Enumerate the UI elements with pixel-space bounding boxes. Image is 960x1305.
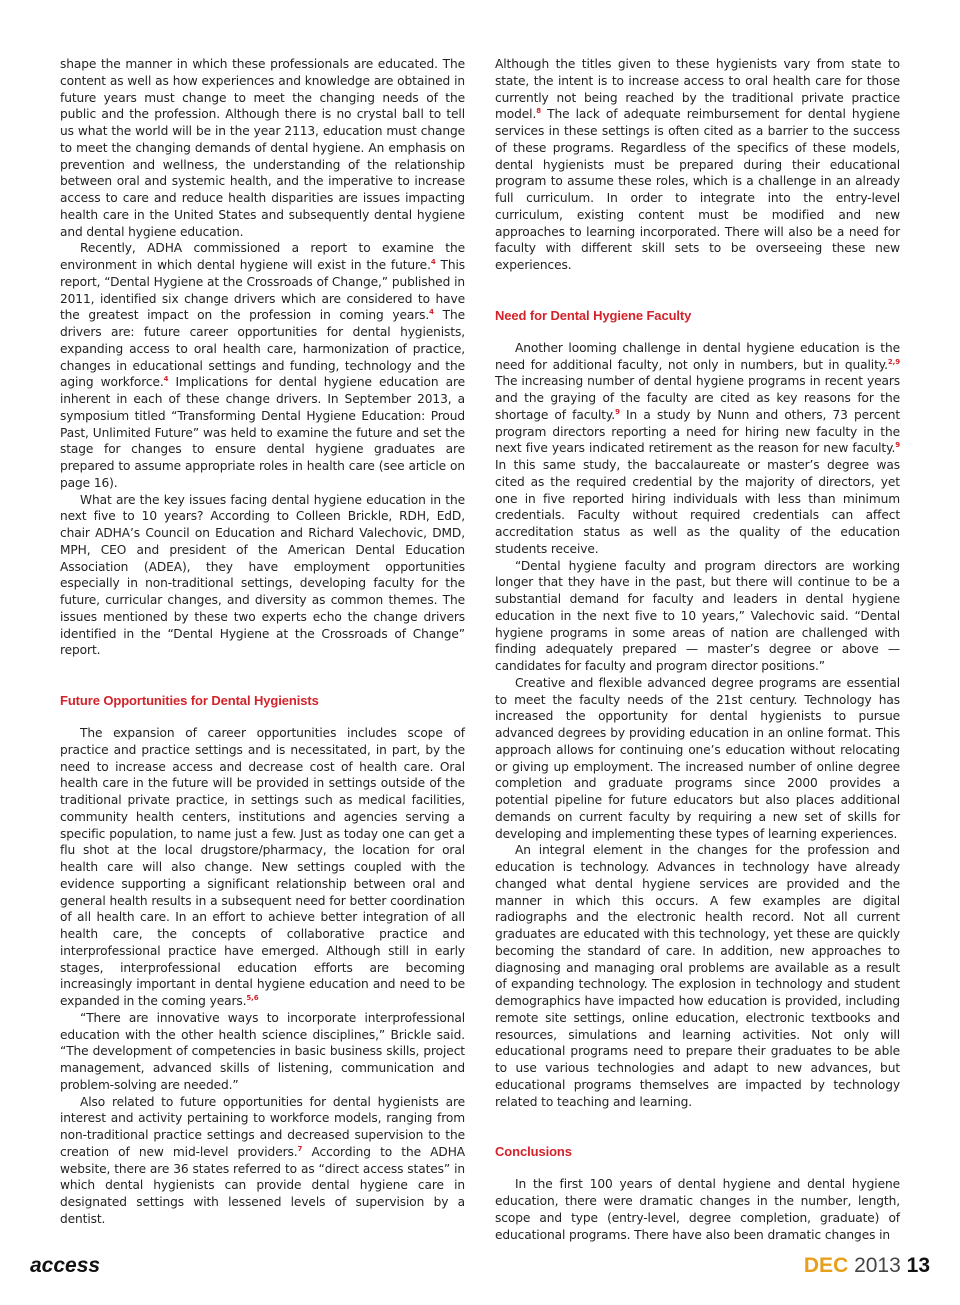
text-run: The lack of adequate reimbursement for dental hygiene services in these settings is often cited as a barrier to the success of these programs. Regardless of the specifics of these models, dental hygienists must be prepared during their educational program to assume these roles, which is a challenge in an already full curriculum. In order to integrate into the entry-level curriculum, existing content must be modified and new approaches to learning incorporated. There will also be a need for faculty with different skill sets to be overseeing these new experiences. bbox=[495, 107, 900, 272]
text-run: Also related to future opportunities for dental hygienists are interest and activity pertaining to workforce models, ranging from non-traditional practice settings and decreased supervision to the creation of new mid-level providers. bbox=[60, 1094, 465, 1159]
text-run: Although the titles given to these hygienists vary from state to state, the intent is to increase access to oral health care for those currently not being reached by the traditional private practice model. bbox=[495, 57, 900, 122]
left-column bbox=[60, 56, 465, 1228]
page-number: 13 bbox=[906, 1254, 930, 1277]
issue-year: 2013 bbox=[854, 1254, 901, 1277]
body-paragraph: shape the manner in which these professionals are educated. The content as well as how experiences and knowledge are obtained in future years must change to meet the changing needs of the public and the profession. Although there is no crystal ball to tell us what the world will be in the year 2113, education must change to meet the changing demands of dental hygiene. An emphasis on prevention and wellness, the understanding of the relationship between oral and systemic health, and the imperative to increase access to care and reduce health disparities are issues impacting health care in the United States and subsequently dental hygiene and dental hygiene education. bbox=[60, 57, 465, 239]
body-paragraph bbox=[495, 340, 900, 558]
body-paragraph bbox=[60, 1094, 465, 1228]
reference-marker: 4 bbox=[430, 258, 436, 266]
text-run: Recently, ADHA commissioned a report to examine the environment in which dental hygiene will exist in the future. bbox=[60, 241, 465, 272]
text-run: The drivers are: future career opportunities for dental hygienists, expanding access to oral health care, harmonization of practice, changes in educational settings and funding, technology and the aging workforce. bbox=[60, 308, 465, 390]
reference-marker: 5,6 bbox=[246, 994, 259, 1002]
body-paragraph: An integral element in the changes for the profession and education is technology. Advances in technology have already changed what dental hygiene services are provided and the manner in which this occurs. A few examples are digital radiographs and the electronic health record. Not all current graduates are educated with this technology, yet these are quickly becoming the standard of care. In addition, new approaches to diagnosing and managing oral problems are available as a result of expanding technology. The explosion in technology and student demographics have impacted how education is provided, including remote site settings, online education, electronic textbooks and resources, simulations and learning activities. Not only will educational programs need to prepare their graduates to be able to use various technologies and adapt to new advances, but educational programs themselves are impacted by technology related to teaching and learning. bbox=[495, 843, 900, 1109]
reference-marker: 2,9 bbox=[887, 357, 900, 366]
magazine-brand: access bbox=[30, 1254, 101, 1277]
body-paragraph bbox=[60, 240, 465, 491]
body-paragraph: In the first 100 years of dental hygiene and dental hygiene education, there were dramatic changes in the number, length, scope and type (entry-level, degree completion, graduate) of educational programs. There have also been dramatic changes in bbox=[495, 1177, 900, 1242]
body-paragraph bbox=[60, 725, 465, 1010]
reference-marker: 8 bbox=[536, 107, 542, 116]
right-column bbox=[495, 56, 900, 1243]
reference-marker: 9 bbox=[895, 441, 900, 450]
text-run: The expansion of career opportunities includes scope of practice and practice settings and is necessitated, in part, by the need to increase access and decrease cost of health care. Oral health care in the future will be provided in settings outside of the traditional private practice, in settings such as medical facilities, community health centers, institutions and agencies serving a specific population, to name just a few. Just as today one can get a flu shot at the local drugstore/pharmacy, the location for oral health care will also change. New settings coupled with the evidence supporting a significant relationship between oral and general health results in a subsequent need for better coordination of all health care. In an effort to achieve better integration of all health care, the concepts of collaborative practice and interprofessional practice have emerged. Although still in early stages, interprofessional education efforts are becoming increasingly important in dental hygiene education and need to be expanded in the coming years. bbox=[60, 726, 465, 1008]
body-paragraph: “Dental hygiene faculty and program directors are working longer that they have in the past, but there will continue to be a substantial demand for faculty and leaders in dental hygiene education in the next five to 10 years,” Valechovic said. “Dental hygiene programs in some areas of nation are challenged with finding adequately prepared — master’s degree or above — candidates for faculty and program director positions.” bbox=[495, 558, 900, 673]
section-heading: Conclusions bbox=[495, 1144, 572, 1160]
text-run: The increasing number of dental hygiene programs in recent years and the graying of the faculty are cited as key reasons for the shortage of faculty. bbox=[495, 374, 900, 422]
text-run: This report, “Dental Hygiene at the Crossroads of Change,” published in 2011, identified six change drivers which are considered to have the greatest impact on the profession in coming years. bbox=[60, 258, 465, 323]
reference-marker: 4 bbox=[163, 375, 169, 384]
body-paragraph: Creative and flexible advanced degree programs are essential to meet the faculty needs of the 21st century. Technology has increased the opportunity for dental hygienists to pursue advanced degrees by providing education in an online format. This approach allows for continuing one’s education without relocating or giving up employment. The increased number of online degree completion and graduate programs since 2000 provides a potential pipeline for future educators but also places additional demands on current faculty by requiring a new set of skills for developing and implementing these types of learning experiences. bbox=[495, 675, 900, 841]
issue-month: DEC bbox=[803, 1254, 849, 1277]
reference-marker: 7 bbox=[297, 1144, 303, 1153]
body-paragraph: “There are innovative ways to incorporate interprofessional education with the other health science disciplines,” Brickle said. “The development of competencies in basic business skills, project management, advanced skills of listening, communication and problem-solving are needed.” bbox=[60, 1010, 465, 1092]
reference-marker: 4 bbox=[429, 308, 434, 317]
reference-marker: 9 bbox=[615, 407, 620, 416]
text-run: In a study by Nunn and others, 73 percent program directors reporting a need for hiring new faculty in the next five years indicated retirement as the reason for new faculty. bbox=[495, 407, 900, 456]
text-run: Implications for dental hygiene education are inherent in each of these change drivers. In September 2013, a symposium titled “Transforming Dental Hygiene Education: Proud Past, Unlimited Future” was held to examine the future and set the stage for changes to ensure dental hygiene graduates are prepared to assume appropriate roles in health care (see article on page 16). bbox=[60, 375, 465, 490]
text-run: Another looming challenge in dental hygiene education is the need for additional faculty, not only in numbers, but in quality. bbox=[495, 340, 900, 372]
section-heading: Future Opportunities for Dental Hygienists bbox=[60, 693, 319, 708]
text-run: According to the ADHA website, there are 36 states referred to as “direct access states” in which dental hygienists can provide dental hygiene care in designated settings with lessened levels of supervision by a dentist. bbox=[60, 1144, 465, 1226]
page-footer bbox=[0, 1250, 960, 1286]
body-paragraph bbox=[495, 56, 900, 274]
issue-info bbox=[804, 1254, 930, 1278]
section-heading: Need for Dental Hygiene Faculty bbox=[495, 307, 692, 323]
text-run: In this same study, the baccalaureate or master’s degree was cited as the required credential by the majority of directors, yet one in five reported hiring individuals with less than minimum credentials. Faculty without required credentials can affect accreditation status as well as the quality of the education students receive. bbox=[495, 458, 900, 556]
body-paragraph: What are the key issues facing dental hygiene education in the next five to 10 years? According to Colleen Brickle, RDH, EdD, chair ADHA’s Council on Education and Richard Valechovic, DMD, MPH, CEO and president of the American Dental Education Association (ADEA), they have employment opportunities especially in non-traditional settings, developing faculty for the future, curricular changes, and diversity as common themes. The issues mentioned by these two experts echo the change drivers identified in the “Dental Hygiene at the Crossroads of Change” report. bbox=[60, 492, 465, 658]
